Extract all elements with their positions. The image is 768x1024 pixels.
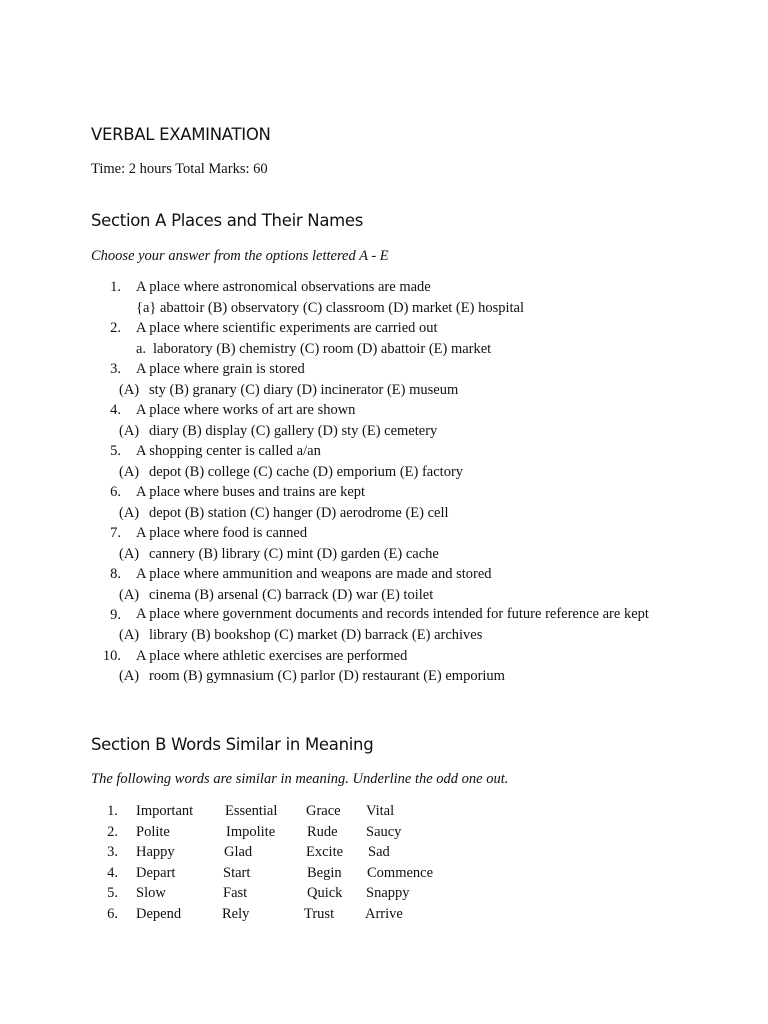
word: Arrive	[365, 905, 403, 922]
row-number: 2.	[107, 823, 118, 840]
question-item	[91, 605, 691, 625]
section-a-question-list	[91, 277, 691, 687]
option-marker: (A)	[119, 627, 140, 643]
question-options	[91, 625, 691, 646]
word: Happy	[136, 844, 175, 860]
question-options	[91, 585, 691, 606]
question-number: 3.	[110, 361, 121, 377]
question-number: 9.	[110, 607, 121, 623]
word: Snappy	[366, 885, 410, 901]
option-marker: (A)	[119, 422, 140, 439]
question-text: A place where works of art are shown	[136, 402, 356, 418]
question-options	[91, 503, 691, 524]
options-text: sty (B) granary (C) diary (D) incinerator (E) museum	[149, 381, 459, 398]
question-item	[91, 646, 691, 667]
word: Depend	[136, 905, 182, 922]
question-text: A place where scientific experiments are carried out	[136, 320, 438, 336]
question-number: 8.	[110, 566, 121, 582]
row-number: 3.	[107, 844, 118, 860]
section-b-heading: Section B Words Similar in Meaning	[91, 735, 374, 754]
question-number: 2.	[110, 320, 121, 336]
question-item	[91, 277, 691, 298]
question-text: A place where athletic exercises are performed	[136, 647, 408, 664]
row-number: 5.	[107, 885, 118, 901]
word: Vital	[366, 803, 395, 819]
section-a-instruction: Choose your answer from the options lettered A - E	[91, 248, 389, 264]
question-number: 6.	[110, 484, 121, 500]
question-text: A place where food is canned	[136, 525, 308, 541]
word: Excite	[306, 844, 344, 860]
option-marker: a.	[136, 340, 147, 357]
options-text: cannery (B) library (C) mint (D) garden (E) cache	[149, 545, 439, 562]
option-marker: (A)	[119, 504, 140, 521]
option-marker: (A)	[119, 668, 140, 684]
section-b-instruction: The following words are similar in meaning. Underline the odd one out.	[91, 771, 509, 787]
question-text: A place where grain is stored	[136, 361, 305, 377]
question-text: A shopping center is called a/an	[136, 443, 321, 459]
options-text: library (B) bookshop (C) market (D) barrack (E) archives	[149, 627, 483, 643]
options-text: room (B) gymnasium (C) parlor (D) restaurant (E) emporium	[149, 668, 505, 684]
question-item	[91, 523, 691, 544]
question-number: 7.	[110, 525, 121, 541]
word: Rude	[307, 823, 338, 840]
word: Start	[223, 864, 251, 881]
word: Quick	[307, 885, 343, 901]
word: Glad	[224, 844, 253, 860]
option-marker: (A)	[119, 463, 140, 480]
word: Important	[136, 803, 194, 819]
option-marker: (A)	[119, 586, 140, 603]
word: Fast	[223, 885, 248, 901]
word: Commence	[367, 864, 434, 881]
exam-meta: Time: 2 hours Total Marks: 60	[91, 161, 268, 177]
question-options	[91, 462, 691, 483]
word: Slow	[136, 885, 166, 901]
word: Begin	[307, 864, 342, 881]
word: Grace	[306, 803, 341, 819]
section-a-heading: Section A Places and Their Names	[91, 211, 364, 230]
question-options	[91, 298, 691, 319]
question-item	[91, 564, 691, 585]
options-text: laboratory (B) chemistry (C) room (D) abattoir (E) market	[153, 340, 492, 357]
options-text: diary (B) display (C) gallery (D) sty (E) cemetery	[149, 422, 438, 439]
question-number: 5.	[110, 443, 121, 459]
word: Depart	[136, 864, 176, 881]
options-text: depot (B) station (C) hanger (D) aerodrome (E) cell	[149, 504, 449, 521]
question-text: A place where government documents and records intended for future reference are kept	[136, 606, 649, 622]
word: Polite	[136, 823, 170, 840]
question-number: 4.	[110, 402, 121, 418]
question-item	[91, 441, 691, 462]
row-number: 4.	[107, 864, 118, 881]
word: Impolite	[226, 823, 276, 840]
question-options	[91, 421, 691, 442]
question-options	[91, 339, 691, 360]
word: Sad	[368, 844, 390, 860]
question-options	[91, 544, 691, 565]
question-item	[91, 359, 691, 380]
option-marker: (A)	[119, 545, 140, 562]
question-options	[91, 380, 691, 401]
question-number: 1.	[110, 279, 121, 295]
word: Saucy	[366, 823, 402, 840]
row-number: 1.	[107, 803, 118, 819]
row-number: 6.	[107, 905, 118, 922]
question-text: A place where buses and trains are kept	[136, 484, 366, 500]
question-item	[91, 318, 691, 339]
options-text: depot (B) college (C) cache (D) emporium (E) factory	[149, 463, 464, 480]
question-text: A place where ammunition and weapons are made and stored	[136, 566, 492, 582]
question-item	[91, 400, 691, 421]
options-text: cinema (B) arsenal (C) barrack (D) war (E) toilet	[149, 586, 434, 603]
word: Trust	[304, 905, 335, 922]
question-number: 10.	[102, 647, 121, 664]
question-options	[91, 666, 691, 687]
options-text: {a} abattoir (B) observatory (C) classroom (D) market (E) hospital	[136, 299, 524, 316]
option-marker: (A)	[119, 381, 140, 398]
word: Rely	[222, 905, 250, 922]
question-text: A place where astronomical observations are made	[136, 279, 431, 295]
document-title: VERBAL EXAMINATION	[91, 125, 271, 144]
word: Essential	[225, 803, 278, 819]
question-item	[91, 482, 691, 503]
